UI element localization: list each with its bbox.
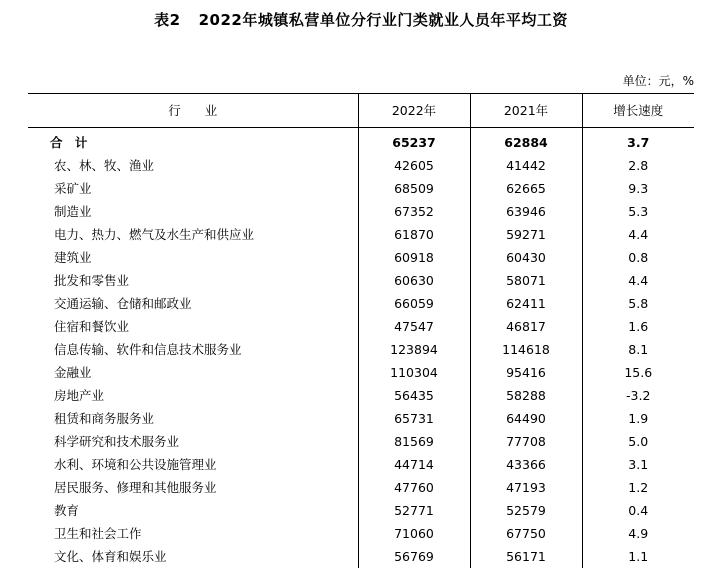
cell-2022: 81569: [358, 430, 470, 453]
cell-industry: 采矿业: [54, 181, 92, 196]
cell-industry: 建筑业: [54, 250, 92, 265]
cell-2022: 47760: [358, 476, 470, 499]
table-row: [28, 292, 694, 315]
cell-growth: 5.8: [582, 292, 694, 315]
table-row: [28, 338, 694, 361]
cell-industry: 金融业: [54, 365, 92, 380]
table-row: [28, 177, 694, 200]
table-row: [28, 545, 694, 568]
cell-industry: 批发和零售业: [54, 273, 130, 288]
cell-2022: 67352: [358, 200, 470, 223]
unit-note: 单位：元，%: [622, 74, 694, 88]
table-row: [28, 499, 694, 522]
cell-2022: 60630: [358, 269, 470, 292]
cell-2021: 59271: [470, 223, 582, 246]
cell-2021: 63946: [470, 200, 582, 223]
cell-growth: 1.2: [582, 476, 694, 499]
document-page: [0, 9, 722, 564]
cell-growth: 5.0: [582, 430, 694, 453]
cell-2022: 56435: [358, 384, 470, 407]
table-row: [28, 361, 694, 384]
cell-industry: 合 计: [50, 135, 92, 150]
cell-industry: 信息传输、软件和信息技术服务业: [54, 342, 242, 357]
cell-industry: 住宿和餐饮业: [54, 319, 130, 334]
table-row: [28, 453, 694, 476]
cell-2021: 60430: [470, 246, 582, 269]
cell-2021: 95416: [470, 361, 582, 384]
cell-2022: 44714: [358, 453, 470, 476]
cell-growth: 2.8: [582, 154, 694, 177]
cell-growth: 15.6: [582, 361, 694, 384]
table-row: [28, 384, 694, 407]
cell-growth: 5.3: [582, 200, 694, 223]
cell-2021: 62884: [470, 128, 582, 154]
table-row: [28, 200, 694, 223]
cell-2021: 46817: [470, 315, 582, 338]
cell-growth: 1.1: [582, 545, 694, 568]
cell-2022: 60918: [358, 246, 470, 269]
cell-industry: 租赁和商务服务业: [54, 411, 155, 426]
cell-2021: 58288: [470, 384, 582, 407]
cell-industry: 电力、热力、燃气及水生产和供应业: [54, 227, 255, 242]
cell-2021: 62411: [470, 292, 582, 315]
column-header-growth: 增长速度: [582, 94, 694, 128]
cell-industry: 交通运输、仓储和邮政业: [54, 296, 192, 311]
cell-2022: 56769: [358, 545, 470, 568]
cell-growth: 4.4: [582, 269, 694, 292]
table-row: [28, 315, 694, 338]
cell-industry: 农、林、牧、渔业: [54, 158, 155, 173]
table-row: [28, 430, 694, 453]
cell-growth: 3.1: [582, 453, 694, 476]
cell-industry: 教育: [54, 503, 80, 518]
cell-2022: 110304: [358, 361, 470, 384]
cell-2021: 43366: [470, 453, 582, 476]
cell-growth: 9.3: [582, 177, 694, 200]
cell-growth: 3.7: [582, 128, 694, 154]
table-row: [28, 407, 694, 430]
cell-growth: 4.9: [582, 522, 694, 545]
table-row: [28, 154, 694, 177]
cell-2022: 123894: [358, 338, 470, 361]
cell-2022: 66059: [358, 292, 470, 315]
cell-growth: 1.6: [582, 315, 694, 338]
table-row: [28, 476, 694, 499]
cell-growth: 4.4: [582, 223, 694, 246]
cell-2022: 47547: [358, 315, 470, 338]
cell-2021: 67750: [470, 522, 582, 545]
cell-industry: 文化、体育和娱乐业: [54, 549, 167, 564]
cell-2021: 41442: [470, 154, 582, 177]
cell-2021: 58071: [470, 269, 582, 292]
cell-industry: 卫生和社会工作: [54, 526, 142, 541]
cell-2021: 56171: [470, 545, 582, 568]
cell-2022: 42605: [358, 154, 470, 177]
column-header-industry: 行 业: [28, 94, 358, 128]
cell-2022: 52771: [358, 499, 470, 522]
table-header-row: [28, 94, 694, 128]
cell-2022: 71060: [358, 522, 470, 545]
cell-2021: 62665: [470, 177, 582, 200]
table-row: [28, 269, 694, 292]
cell-2022: 68509: [358, 177, 470, 200]
cell-2021: 114618: [470, 338, 582, 361]
cell-growth: 1.9: [582, 407, 694, 430]
table-row: [28, 522, 694, 545]
table-row: [28, 223, 694, 246]
table-row: [28, 246, 694, 269]
cell-industry: 科学研究和技术服务业: [54, 434, 180, 449]
cell-2021: 52579: [470, 499, 582, 522]
cell-industry: 房地产业: [54, 388, 105, 403]
cell-2022: 61870: [358, 223, 470, 246]
cell-growth: 0.8: [582, 246, 694, 269]
table-row: [28, 128, 694, 154]
table-title-text: 2022年城镇私营单位分行业门类就业人员年平均工资: [198, 11, 568, 29]
table-title: [0, 9, 722, 30]
cell-2021: 47193: [470, 476, 582, 499]
cell-2022: 65731: [358, 407, 470, 430]
wage-table: [28, 93, 694, 568]
cell-industry: 居民服务、修理和其他服务业: [54, 480, 217, 495]
cell-growth: 8.1: [582, 338, 694, 361]
table-header: [28, 94, 694, 128]
column-header-2022: 2022年: [358, 94, 470, 128]
table-number: 表2: [154, 11, 181, 29]
cell-industry: 水利、环境和公共设施管理业: [54, 457, 217, 472]
column-header-2021: 2021年: [470, 94, 582, 128]
cell-2021: 77708: [470, 430, 582, 453]
cell-growth: 0.4: [582, 499, 694, 522]
cell-growth: -3.2: [582, 384, 694, 407]
table-body: [28, 128, 694, 568]
cell-industry: 制造业: [54, 204, 92, 219]
cell-2022: 65237: [358, 128, 470, 154]
cell-2021: 64490: [470, 407, 582, 430]
